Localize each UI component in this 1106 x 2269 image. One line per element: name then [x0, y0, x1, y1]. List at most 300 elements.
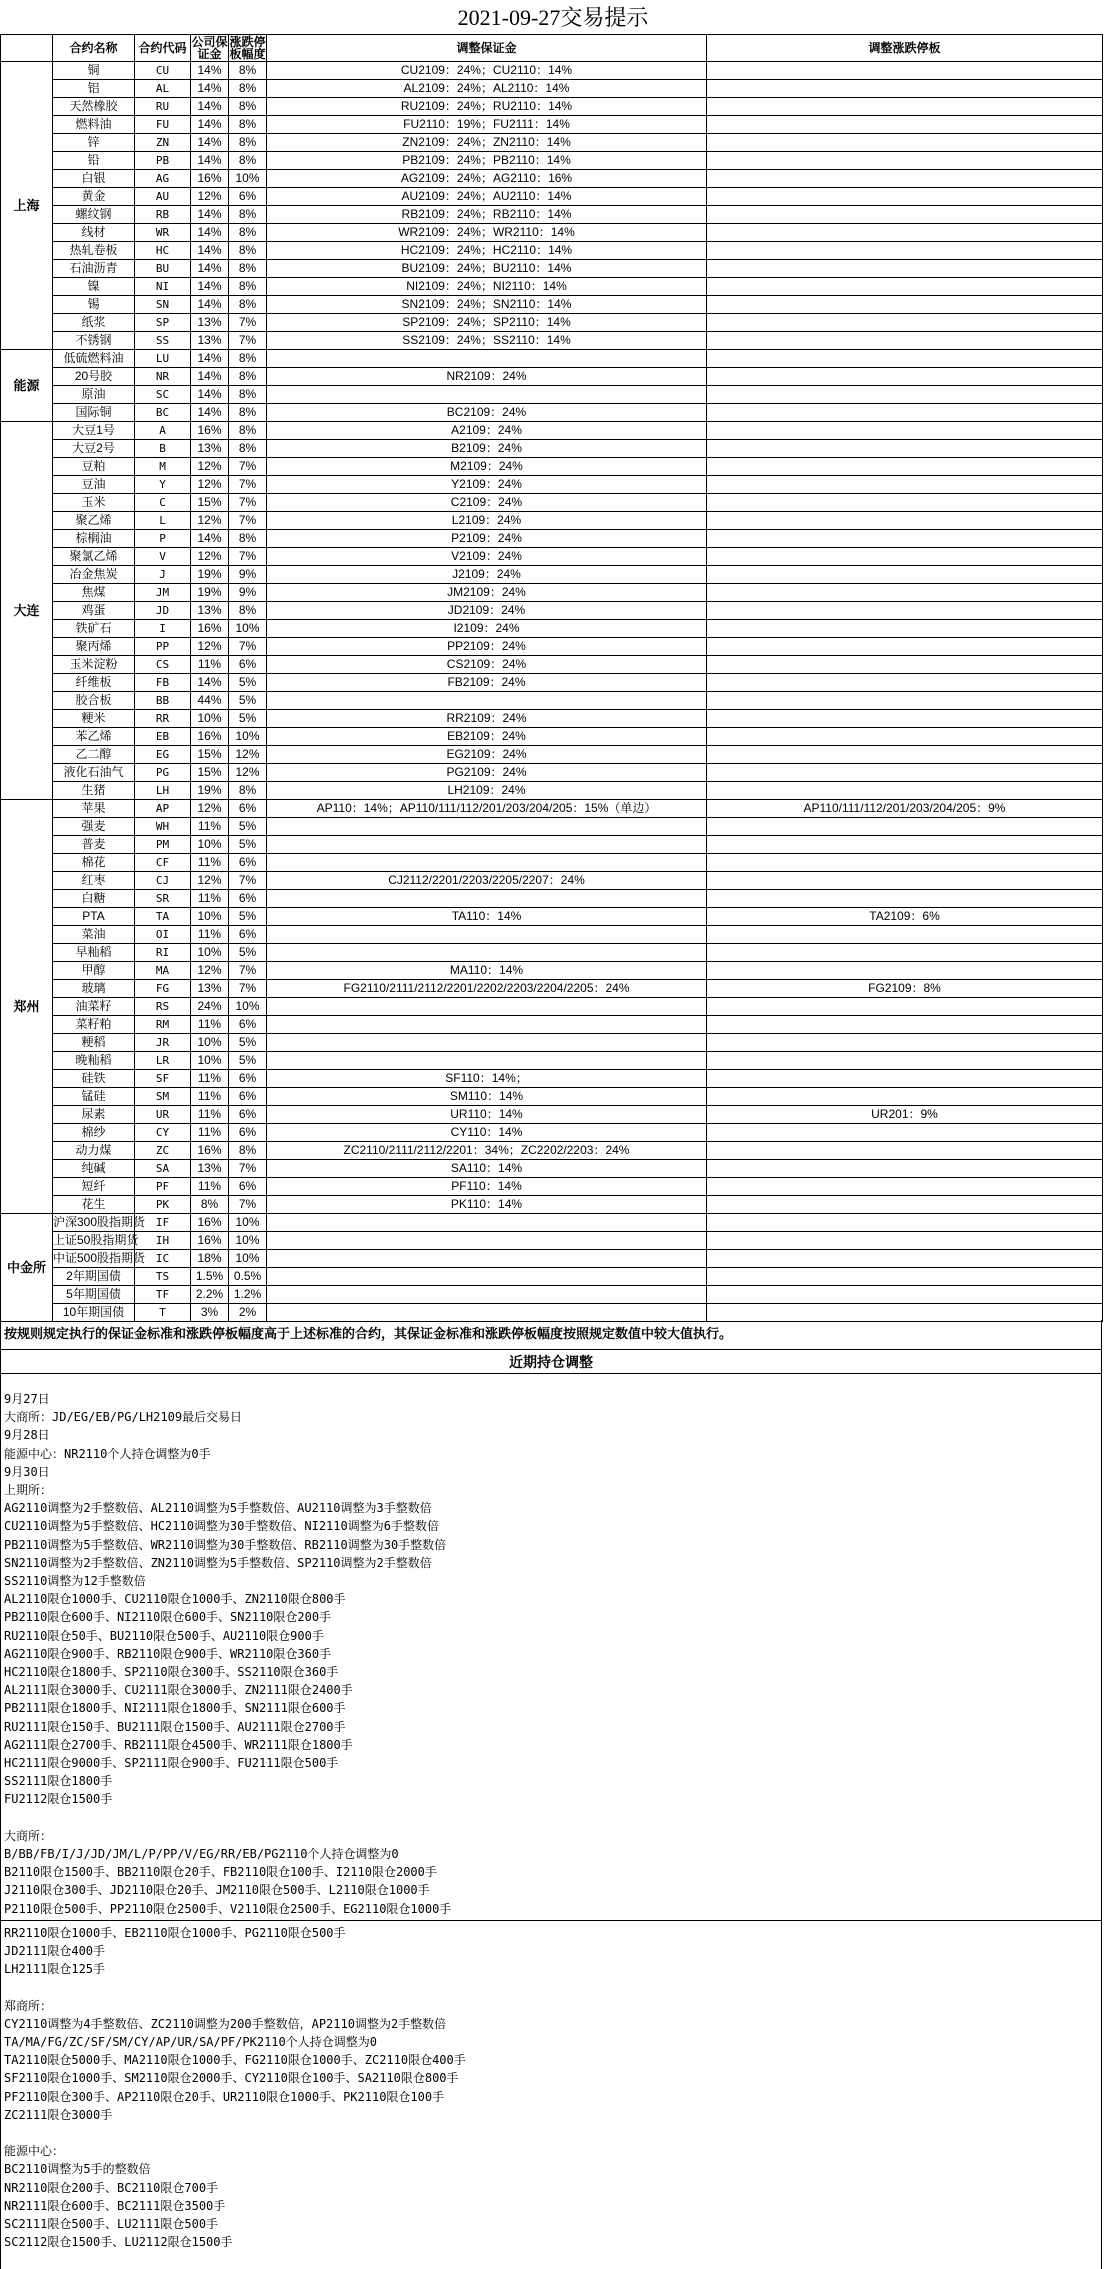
adjusted-margin-cell [267, 1286, 707, 1304]
memo-line: J2110限仓300手、JD2110限仓20手、JM2110限仓500手、L2110限仓1000手 [4, 1883, 430, 1898]
adjusted-limit-cell: FG2109：8% [707, 980, 1103, 998]
limit-cell: 12% [229, 764, 267, 782]
limit-cell: 8% [229, 404, 267, 422]
contract-code-cell: PM [135, 836, 191, 854]
contract-name-cell: 普麦 [53, 836, 135, 854]
table-row [1, 242, 1103, 260]
contract-name-cell: 聚氯乙烯 [53, 548, 135, 566]
table-row [1, 1124, 1103, 1142]
contract-name-cell: 动力煤 [53, 1142, 135, 1160]
contract-name-cell: 锰硅 [53, 1088, 135, 1106]
adjusted-limit-cell [707, 1268, 1103, 1286]
memo-line: AG2111限仓2700手、RB2111限仓4500手、WR2111限仓1800手 [4, 1737, 353, 1752]
limit-cell: 7% [229, 494, 267, 512]
adjusted-limit-cell [707, 584, 1103, 602]
limit-cell: 2% [229, 1304, 267, 1322]
adjusted-margin-cell: EB2109：24% [267, 728, 707, 746]
adjusted-limit-cell: UR201：9% [707, 1106, 1103, 1124]
limit-cell: 9% [229, 584, 267, 602]
table-row [1, 314, 1103, 332]
margin-cell: 11% [191, 656, 229, 674]
margin-cell: 14% [191, 206, 229, 224]
contract-name-cell: 纸浆 [53, 314, 135, 332]
limit-cell: 8% [229, 134, 267, 152]
limit-cell: 5% [229, 836, 267, 854]
adjusted-limit-cell [707, 530, 1103, 548]
adjusted-margin-cell [267, 1214, 707, 1232]
limit-cell: 7% [229, 1160, 267, 1178]
contract-code-cell: LU [135, 350, 191, 368]
limit-cell: 8% [229, 782, 267, 800]
adjusted-margin-cell: A2109：24% [267, 422, 707, 440]
table-row [1, 332, 1103, 350]
header-limit: 涨跌停板幅度 [229, 35, 266, 61]
contract-name-cell: 短纤 [53, 1178, 135, 1196]
adjusted-margin-cell: FB2109：24% [267, 674, 707, 692]
limit-cell: 7% [229, 980, 267, 998]
limit-cell: 8% [229, 260, 267, 278]
margin-cell: 14% [191, 674, 229, 692]
margin-cell: 12% [191, 962, 229, 980]
adjusted-margin-cell: SM110：14% [267, 1088, 707, 1106]
table-row [1, 1250, 1103, 1268]
contract-name-cell: 晚籼稻 [53, 1052, 135, 1070]
table-row [1, 692, 1103, 710]
contract-code-cell: V [135, 548, 191, 566]
contract-code-cell: IF [135, 1214, 191, 1232]
adjusted-limit-cell [707, 638, 1103, 656]
contract-code-cell: AU [135, 188, 191, 206]
header-contract-code: 合约代码 [135, 35, 191, 62]
contract-code-cell: TA [135, 908, 191, 926]
contract-code-cell: CJ [135, 872, 191, 890]
adjusted-limit-cell [707, 854, 1103, 872]
contract-name-cell: 粳米 [53, 710, 135, 728]
contract-code-cell: HC [135, 242, 191, 260]
table-row [1, 872, 1103, 890]
memo-line: 能源中心：NR2110个人持仓调整为0手 [4, 1446, 211, 1461]
contract-code-cell: RU [135, 98, 191, 116]
limit-cell: 7% [229, 872, 267, 890]
limit-cell: 6% [229, 1016, 267, 1034]
memo-line: AL2111限仓3000手、CU2111限仓3000手、ZN2111限仓2400手 [4, 1683, 353, 1698]
adjusted-limit-cell [707, 818, 1103, 836]
adjusted-limit-cell [707, 512, 1103, 530]
contract-code-cell: BU [135, 260, 191, 278]
adjusted-limit-cell [707, 692, 1103, 710]
adjusted-limit-cell [707, 944, 1103, 962]
margin-cell: 19% [191, 782, 229, 800]
contract-name-cell: 硅铁 [53, 1070, 135, 1088]
limit-cell: 7% [229, 638, 267, 656]
table-row [1, 584, 1103, 602]
header-adjusted-limit: 调整涨跌停板 [707, 35, 1103, 62]
adjusted-margin-cell: PB2109：24%；PB2110：14% [267, 152, 707, 170]
header-region [1, 35, 53, 62]
contract-code-cell: AL [135, 80, 191, 98]
limit-cell: 6% [229, 800, 267, 818]
contract-name-cell: 花生 [53, 1196, 135, 1214]
adjusted-margin-cell [267, 944, 707, 962]
memo-line: B/BB/FB/I/J/JD/JM/L/P/PP/V/EG/RR/EB/PG2110个人持仓调整为0 [4, 1847, 399, 1861]
adjusted-limit-cell [707, 1124, 1103, 1142]
limit-cell: 10% [229, 1232, 267, 1250]
table-row [1, 1160, 1103, 1178]
contract-code-cell: NR [135, 368, 191, 386]
contract-code-cell: BB [135, 692, 191, 710]
header-contract-name: 合约名称 [53, 35, 135, 62]
table-row [1, 782, 1103, 800]
margin-cell: 14% [191, 62, 229, 80]
adjusted-margin-cell [267, 1250, 707, 1268]
adjusted-limit-cell: TA2109：6% [707, 908, 1103, 926]
limit-cell: 8% [229, 422, 267, 440]
contract-code-cell: SN [135, 296, 191, 314]
adjusted-margin-cell: I2109：24% [267, 620, 707, 638]
contract-code-cell: RM [135, 1016, 191, 1034]
adjusted-limit-cell [707, 314, 1103, 332]
contract-name-cell: 热轧卷板 [53, 242, 135, 260]
limit-cell: 6% [229, 854, 267, 872]
margin-cell: 12% [191, 458, 229, 476]
limit-cell: 6% [229, 656, 267, 674]
limit-cell: 5% [229, 1052, 267, 1070]
contract-code-cell: OI [135, 926, 191, 944]
margin-cell: 11% [191, 1124, 229, 1142]
memo-line: 大商所： [4, 1828, 53, 1843]
limit-cell: 8% [229, 206, 267, 224]
contract-name-cell: 玉米 [53, 494, 135, 512]
adjusted-limit-cell [707, 206, 1103, 224]
table-row [1, 854, 1103, 872]
limit-cell: 6% [229, 1124, 267, 1142]
adjusted-limit-cell [707, 566, 1103, 584]
margin-cell: 10% [191, 710, 229, 728]
adjusted-limit-cell [707, 476, 1103, 494]
margin-cell: 14% [191, 296, 229, 314]
memo-line: RU2111限仓150手、BU2111限仓1500手、AU2111限仓2700手 [4, 1719, 346, 1734]
rule-note: 按规则规定执行的保证金标准和涨跌停板幅度高于上述标准的合约，其保证金标准和涨跌停板幅度按照规定数值中较大值执行。 [0, 1320, 1102, 1350]
memo-line: LH2111限仓125手 [4, 1962, 106, 1977]
contract-code-cell: TS [135, 1268, 191, 1286]
adjusted-margin-cell: B2109：24% [267, 440, 707, 458]
table-row [1, 1088, 1103, 1106]
limit-cell: 7% [229, 314, 267, 332]
contract-name-cell: 10年期国债 [53, 1304, 135, 1322]
contract-name-cell: 纤维板 [53, 674, 135, 692]
table-row [1, 836, 1103, 854]
contract-code-cell: M [135, 458, 191, 476]
table-row [1, 548, 1103, 566]
margin-cell: 10% [191, 908, 229, 926]
contract-name-cell: 沪深300股指期货 [53, 1214, 135, 1232]
contract-name-cell: 锌 [53, 134, 135, 152]
contract-code-cell: J [135, 566, 191, 584]
adjusted-limit-cell [707, 620, 1103, 638]
limit-cell: 10% [229, 728, 267, 746]
adjusted-limit-cell [707, 1304, 1103, 1322]
contract-name-cell: 低硫燃料油 [53, 350, 135, 368]
adjusted-margin-cell: RB2109：24%；RB2110：14% [267, 206, 707, 224]
margin-cell: 14% [191, 152, 229, 170]
margin-cell: 15% [191, 494, 229, 512]
adjusted-limit-cell [707, 728, 1103, 746]
adjusted-margin-cell: PK110：14% [267, 1196, 707, 1214]
table-row [1, 728, 1103, 746]
memo-line: RU2110限仓50手、BU2110限仓500手、AU2110限仓900手 [4, 1628, 324, 1643]
limit-cell: 6% [229, 1088, 267, 1106]
adjusted-margin-cell: C2109：24% [267, 494, 707, 512]
contract-name-cell: 苹果 [53, 800, 135, 818]
adjusted-margin-cell [267, 818, 707, 836]
limit-cell: 7% [229, 962, 267, 980]
table-row [1, 602, 1103, 620]
contract-name-cell: 生猪 [53, 782, 135, 800]
table-row [1, 1016, 1103, 1034]
contract-name-cell: 螺纹钢 [53, 206, 135, 224]
adjusted-margin-cell [267, 1232, 707, 1250]
adjusted-margin-cell: P2109：24% [267, 530, 707, 548]
table-row [1, 818, 1103, 836]
adjusted-margin-cell: PP2109：24% [267, 638, 707, 656]
contract-name-cell: 菜籽粕 [53, 1016, 135, 1034]
adjusted-margin-cell: NR2109：24% [267, 368, 707, 386]
limit-cell: 10% [229, 620, 267, 638]
limit-cell: 6% [229, 188, 267, 206]
table-row [1, 908, 1103, 926]
table-row [1, 440, 1103, 458]
adjusted-margin-cell: AL2109：24%；AL2110：14% [267, 80, 707, 98]
contract-name-cell: 大豆2号 [53, 440, 135, 458]
adjusted-limit-cell [707, 836, 1103, 854]
contract-code-cell: NI [135, 278, 191, 296]
contract-code-cell: ZC [135, 1142, 191, 1160]
table-row [1, 296, 1103, 314]
contract-code-cell: UR [135, 1106, 191, 1124]
adjusted-limit-cell [707, 386, 1103, 404]
table-row [1, 1178, 1103, 1196]
memo-line: PB2110调整为5手整数倍、WR2110调整为30手整数倍、RB2110调整为30手整数倍 [4, 1537, 447, 1552]
contract-name-cell: 菜油 [53, 926, 135, 944]
limit-cell: 10% [229, 1214, 267, 1232]
table-row [1, 1142, 1103, 1160]
adjusted-limit-cell [707, 1034, 1103, 1052]
limit-cell: 8% [229, 224, 267, 242]
margin-cell: 16% [191, 422, 229, 440]
adjusted-margin-cell [267, 350, 707, 368]
table-header-row [1, 35, 1103, 62]
contract-code-cell: RI [135, 944, 191, 962]
adjusted-margin-cell [267, 1034, 707, 1052]
table-row [1, 476, 1103, 494]
adjusted-margin-cell: CJ2112/2201/2203/2205/2207：24% [267, 872, 707, 890]
margin-cell: 11% [191, 854, 229, 872]
contract-code-cell: CS [135, 656, 191, 674]
adjusted-limit-cell [707, 134, 1103, 152]
contract-name-cell: 线材 [53, 224, 135, 242]
limit-cell: 8% [229, 80, 267, 98]
region-cell: 上海 [1, 62, 53, 350]
margin-cell: 44% [191, 692, 229, 710]
table-row [1, 512, 1103, 530]
table-row [1, 458, 1103, 476]
margin-table [0, 34, 1103, 1322]
margin-cell: 14% [191, 404, 229, 422]
contract-code-cell: WR [135, 224, 191, 242]
contract-name-cell: 粳稻 [53, 1034, 135, 1052]
margin-cell: 12% [191, 512, 229, 530]
adjusted-margin-cell: SA110：14% [267, 1160, 707, 1178]
adjusted-limit-cell [707, 548, 1103, 566]
adjusted-limit-cell [707, 998, 1103, 1016]
memo-line: FU2112限仓1500手 [4, 1792, 113, 1807]
limit-cell: 8% [229, 1142, 267, 1160]
table-row [1, 224, 1103, 242]
table-row [1, 710, 1103, 728]
margin-cell: 18% [191, 1250, 229, 1268]
contract-name-cell: 大豆1号 [53, 422, 135, 440]
memo-line: SS2110调整为12手整数倍 [4, 1574, 146, 1588]
limit-cell: 5% [229, 674, 267, 692]
table-row [1, 1304, 1103, 1322]
memo-line: HC2111限仓9000手、SP2111限仓900手、FU2111限仓500手 [4, 1756, 339, 1770]
memo-line: ZC2111限仓3000手 [4, 2107, 113, 2122]
contract-code-cell: A [135, 422, 191, 440]
header-margin: 公司保证金 [191, 35, 228, 61]
memo-line: 大商所：JD/EG/EB/PG/LH2109最后交易日 [4, 1410, 243, 1425]
adjusted-limit-cell [707, 656, 1103, 674]
margin-cell: 11% [191, 1178, 229, 1196]
adjusted-limit-cell [707, 1286, 1103, 1304]
table-row [1, 368, 1103, 386]
region-cell: 能源 [1, 350, 53, 422]
limit-cell: 5% [229, 692, 267, 710]
adjusted-limit-cell [707, 260, 1103, 278]
memo-line: SS2111限仓1800手 [4, 1774, 113, 1789]
contract-name-cell: 石油沥青 [53, 260, 135, 278]
margin-cell: 13% [191, 602, 229, 620]
contract-code-cell: PB [135, 152, 191, 170]
adjusted-margin-cell: ZN2109：24%；ZN2110：14% [267, 134, 707, 152]
table-row [1, 98, 1103, 116]
contract-name-cell: 玻璃 [53, 980, 135, 998]
adjusted-margin-cell [267, 836, 707, 854]
limit-cell: 8% [229, 152, 267, 170]
limit-cell: 0.5% [229, 1268, 267, 1286]
adjusted-margin-cell: BC2109：24% [267, 404, 707, 422]
limit-cell: 6% [229, 890, 267, 908]
contract-code-cell: IH [135, 1232, 191, 1250]
adjusted-margin-cell: J2109：24% [267, 566, 707, 584]
contract-code-cell: CU [135, 62, 191, 80]
margin-cell: 12% [191, 800, 229, 818]
contract-name-cell: 鸡蛋 [53, 602, 135, 620]
adjusted-margin-cell: Y2109：24% [267, 476, 707, 494]
contract-name-cell: 20号胶 [53, 368, 135, 386]
adjusted-margin-cell: SN2109：24%；SN2110：14% [267, 296, 707, 314]
table-row [1, 566, 1103, 584]
section-title: 近期持仓调整 [0, 1350, 1102, 1374]
table-row [1, 260, 1103, 278]
adjusted-limit-cell [707, 188, 1103, 206]
limit-cell: 7% [229, 458, 267, 476]
limit-cell: 6% [229, 1070, 267, 1088]
table-body [1, 62, 1103, 1322]
memo-line: PB2110限仓600手、NI2110限仓600手、SN2110限仓200手 [4, 1610, 332, 1625]
contract-code-cell: FB [135, 674, 191, 692]
margin-cell: 15% [191, 746, 229, 764]
contract-code-cell: LH [135, 782, 191, 800]
contract-name-cell: 铅 [53, 152, 135, 170]
adjusted-limit-cell [707, 1196, 1103, 1214]
margin-cell: 14% [191, 80, 229, 98]
adjusted-margin-cell: WR2109：24%；WR2110：14% [267, 224, 707, 242]
limit-cell: 6% [229, 1106, 267, 1124]
adjusted-margin-cell [267, 1304, 707, 1322]
margin-cell: 2.2% [191, 1286, 229, 1304]
adjusted-margin-cell [267, 854, 707, 872]
adjusted-margin-cell: SS2109：24%；SS2110：14% [267, 332, 707, 350]
limit-cell: 5% [229, 818, 267, 836]
adjusted-limit-cell [707, 98, 1103, 116]
adjusted-margin-cell: SF110：14%； [267, 1070, 707, 1088]
memo-line: 郑商所： [4, 1998, 53, 2013]
margin-cell: 12% [191, 872, 229, 890]
margin-cell: 24% [191, 998, 229, 1016]
table-row [1, 764, 1103, 782]
contract-name-cell: 甲醇 [53, 962, 135, 980]
adjusted-limit-cell [707, 422, 1103, 440]
limit-cell: 7% [229, 512, 267, 530]
table-row [1, 962, 1103, 980]
margin-cell: 11% [191, 1016, 229, 1034]
adjusted-margin-cell: RU2109：24%；RU2110：14% [267, 98, 707, 116]
adjusted-limit-cell [707, 332, 1103, 350]
region-cell: 郑州 [1, 800, 53, 1214]
table-row [1, 278, 1103, 296]
adjusted-limit-cell [707, 1142, 1103, 1160]
adjusted-margin-cell: PF110：14% [267, 1178, 707, 1196]
contract-code-cell: ZN [135, 134, 191, 152]
limit-cell: 8% [229, 116, 267, 134]
adjusted-margin-cell [267, 1052, 707, 1070]
adjusted-limit-cell [707, 242, 1103, 260]
table-row [1, 422, 1103, 440]
contract-name-cell: 尿素 [53, 1106, 135, 1124]
contract-code-cell: Y [135, 476, 191, 494]
memo-line: TA/MA/FG/ZC/SF/SM/CY/AP/UR/SA/PF/PK2110个人持仓调整为0 [4, 2035, 377, 2049]
table-row [1, 1196, 1103, 1214]
adjusted-margin-cell [267, 1268, 707, 1286]
region-cell: 中金所 [1, 1214, 53, 1322]
contract-name-cell: 铁矿石 [53, 620, 135, 638]
margin-cell: 13% [191, 980, 229, 998]
contract-name-cell: 国际铜 [53, 404, 135, 422]
adjusted-limit-cell [707, 710, 1103, 728]
table-row [1, 530, 1103, 548]
limit-cell: 9% [229, 566, 267, 584]
margin-cell: 16% [191, 170, 229, 188]
contract-name-cell: 镍 [53, 278, 135, 296]
margin-cell: 14% [191, 98, 229, 116]
adjusted-limit-cell [707, 1232, 1103, 1250]
contract-code-cell: SC [135, 386, 191, 404]
table-row [1, 134, 1103, 152]
limit-cell: 6% [229, 926, 267, 944]
limit-cell: 8% [229, 602, 267, 620]
contract-code-cell: AG [135, 170, 191, 188]
memo-line: 上期所： [4, 1483, 53, 1497]
